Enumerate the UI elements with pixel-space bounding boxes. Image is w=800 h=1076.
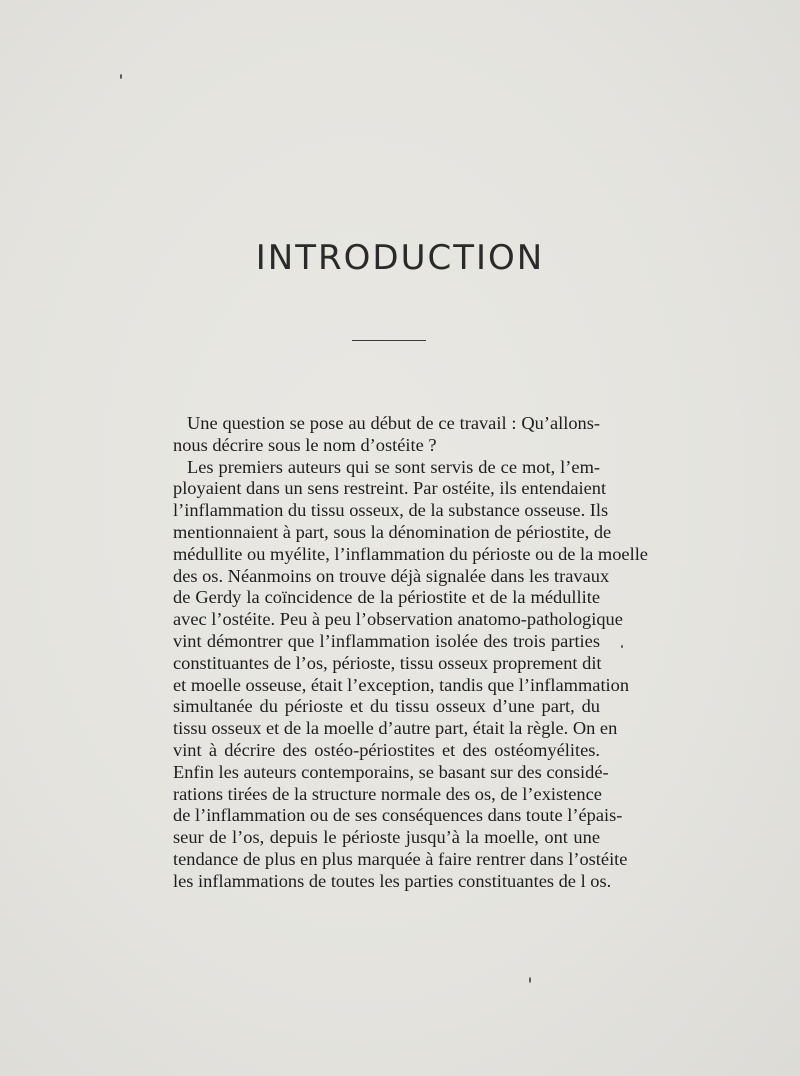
- text-line: l’inflammation du tissu osseux, de la substance osseuse. Ils: [173, 500, 609, 521]
- text-line: Une question se pose au début de ce travail : Qu’allons-: [187, 413, 600, 433]
- text-line: tissu osseux et de la moelle d’autre part, était la règle. On en: [173, 718, 618, 739]
- text-line: vint démontrer que l’inflammation isolée des trois parties: [173, 630, 600, 651]
- text-line: les inflammations de toutes les parties constituantes de l os.: [173, 870, 612, 891]
- paper-speck: [621, 645, 623, 648]
- text-line: nous décrire sous le nom d’ostéite ?: [173, 434, 437, 455]
- text-line: médullite ou myélite, l’inflammation du périoste ou de la moelle: [173, 543, 648, 564]
- text-line: de Gerdy la coïncidence de la périostite et de la médullite: [173, 587, 600, 608]
- title-divider: [352, 340, 426, 341]
- text-line: Les premiers auteurs qui se sont servis de ce mot, l’em-: [187, 456, 600, 477]
- text-line: de l’inflammation ou de ses conséquences dans toute l’épais-: [173, 805, 623, 826]
- text-line: des os. Néanmoins on trouve déjà signalée dans les travaux: [173, 565, 610, 586]
- text-line: mentionnaient à part, sous la dénomination de périostite, de: [173, 521, 612, 542]
- text-line: Enfin les auteurs contemporains, se basant sur des considé-: [173, 761, 609, 782]
- text-line: ployaient dans un sens restreint. Par ostéite, ils entendaient: [173, 478, 607, 499]
- text-line: vint à décrire des ostéo-périostites et des ostéomyélites.: [173, 739, 600, 760]
- text-line: simultanée du périoste et du tissu osseux d’une part, du: [173, 696, 600, 717]
- page-title: INTRODUCTION: [255, 238, 545, 278]
- text-line: rations tirées de la structure normale des os, de l’existence: [173, 783, 602, 804]
- paper-speck: [529, 977, 531, 983]
- paragraph: [173, 456, 648, 893]
- text-line: et moelle osseuse, était l’exception, tandis que l’inflammation: [173, 674, 630, 695]
- body-text: [173, 413, 648, 893]
- text-line: tendance de plus en plus marquée à faire rentrer dans l’ostéite: [173, 848, 628, 869]
- text-line: constituantes de l’os, périoste, tissu osseux proprement dit: [173, 652, 602, 673]
- paragraph: [173, 413, 600, 457]
- paper-speck: [120, 74, 122, 79]
- text-line: seur de l’os, depuis le périoste jusqu’à la moelle, ont une: [173, 827, 600, 848]
- text-line: avec l’ostéite. Peu à peu l’observation anatomo-pathologique: [173, 609, 623, 630]
